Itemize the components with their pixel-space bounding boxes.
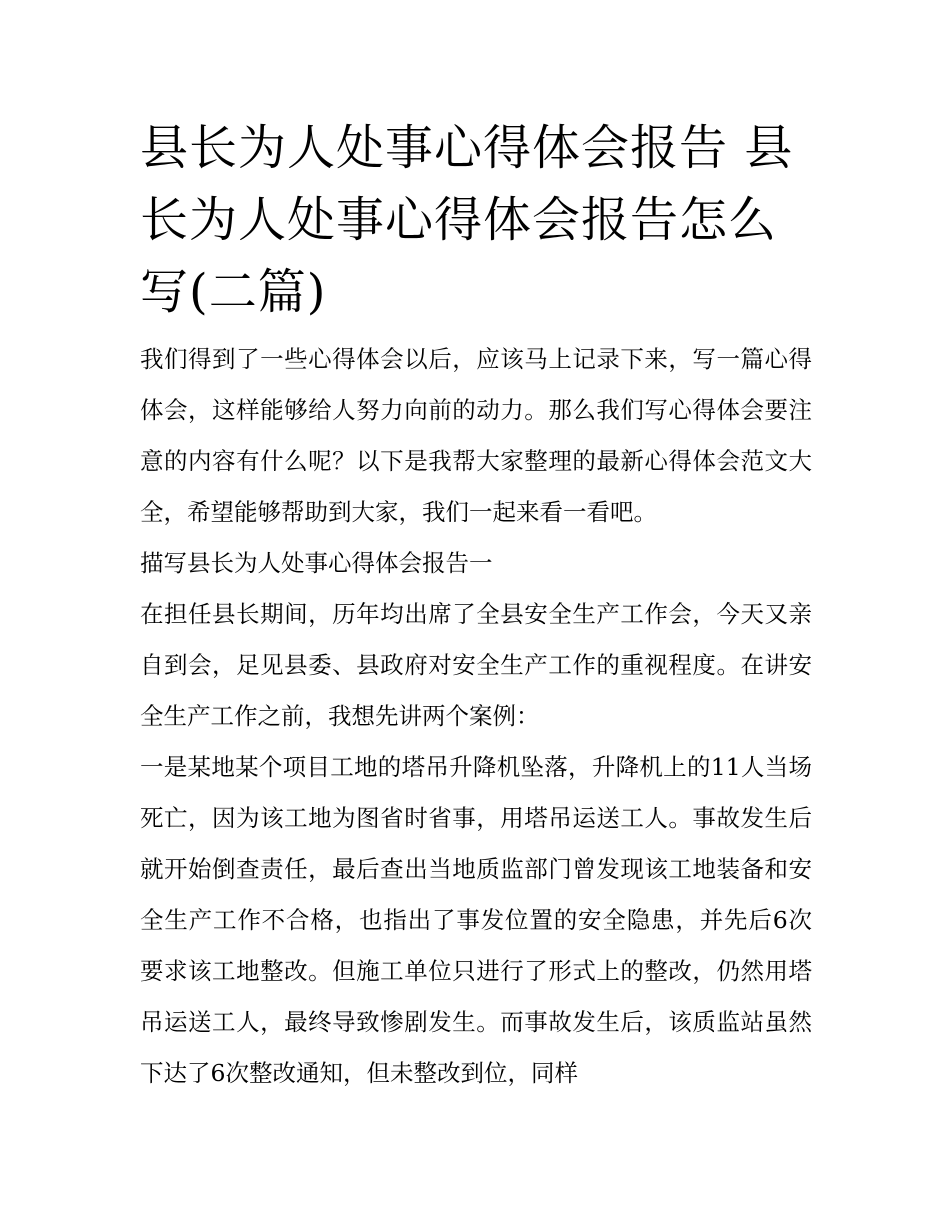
body-paragraph: 在担任县长期间，历年均出席了全县安全生产工作会，今天又亲自到会，足见县委、县政府对安全生产工作的重视程度。在讲安全生产工作之前，我想先讲两个案例： — [140, 600, 812, 730]
document-title: 县长为人处事心得体会报告 县长为人处事心得体会报告怎么写(二篇) — [140, 120, 794, 320]
body-paragraph: 一是某地某个项目工地的塔吊升降机坠落，升降机上的11人当场死亡，因为该工地为图省时省事，用塔吊运送工人。事故发生后就开始倒查责任，最后查出当地质监部门曾发现该工地装备和安全生产工作不合格，也指出了事发位置的安全隐患，并先后6次要求该工地整改。但施工单位只进行了形式上的整改，仍然用塔吊运送工人，最终导致惨剧发生。而事故发生后，该质监站虽然下达了6次整改通知，但未整改到位，同样 — [140, 753, 812, 1087]
document-content — [140, 112, 812, 1099]
document-body — [140, 334, 812, 1099]
intro-paragraph: 我们得到了一些心得体会以后，应该马上记录下来，写一篇心得体会，这样能够给人努力向前的动力。那么我们写心得体会要注意的内容有什么呢？以下是我帮大家整理的最新心得体会范文大全，希望能够帮助到大家，我们一起来看一看吧。 — [140, 345, 812, 526]
section-heading: 描写县长为人处事心得体会报告一 — [140, 549, 493, 577]
